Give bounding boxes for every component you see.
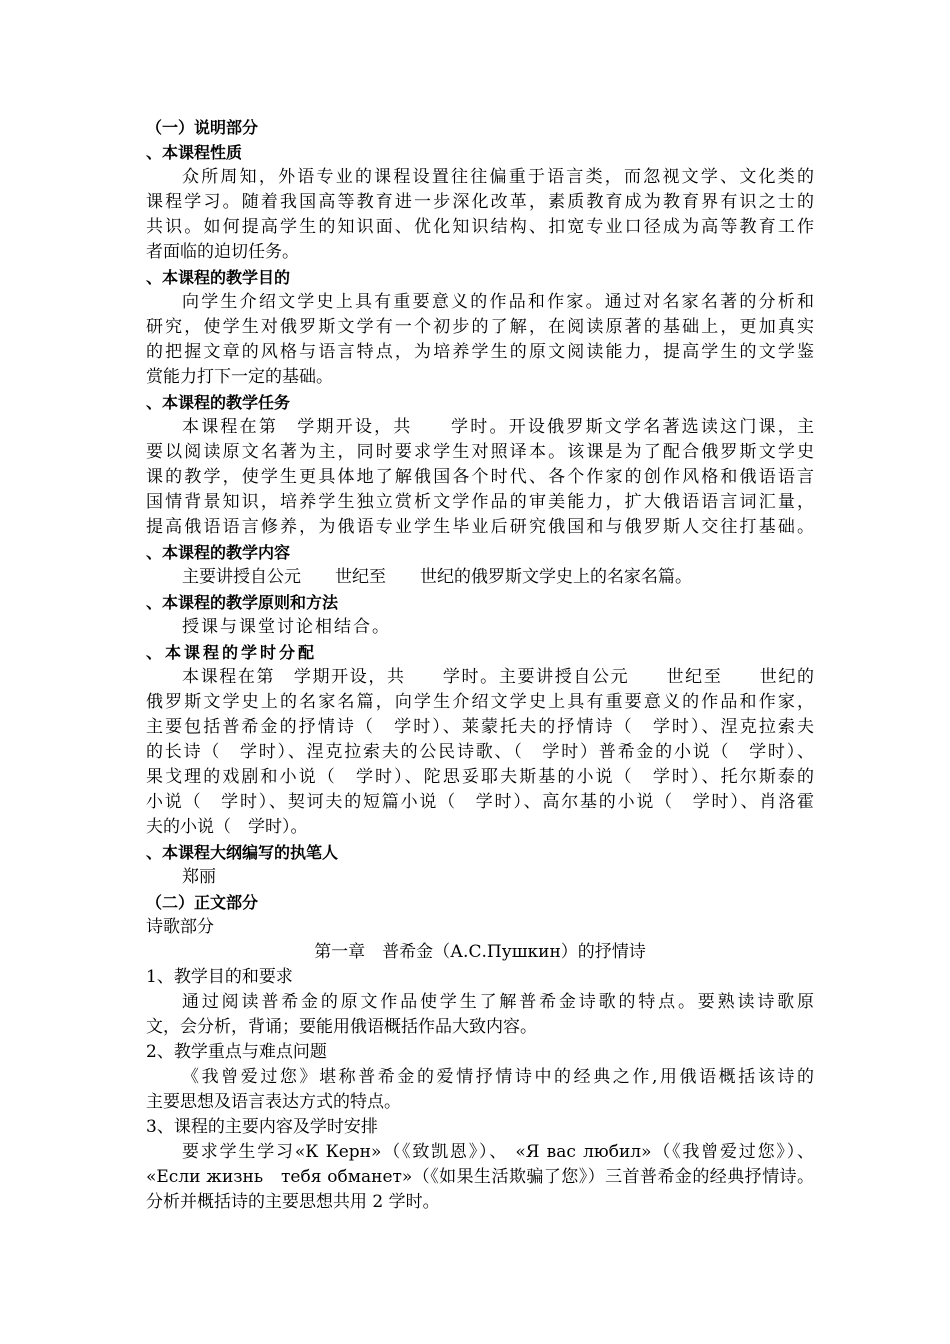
paragraph-line: 《我曾爱过您》堪称普希金的爱情抒情诗中的经典之作,用俄语概括该诗的: [182, 1067, 814, 1087]
paragraph-line: 本课程在第 学期开设，共 学时。开设俄罗斯文学名著选读这门课，主: [182, 417, 814, 437]
paragraph-line: 提高俄语语言修养，为俄语专业学生毕业后研究俄国和与俄罗斯人交往打基础。: [146, 517, 814, 537]
paragraph-line: 课程学习。随着我国高等教育进一步深化改革，素质教育成为教育界有识之士的: [146, 192, 814, 212]
paragraph-line: 主要思想及语言表达方式的特点。: [146, 1092, 401, 1112]
paragraph-line: 要以阅读原文名著为主，同时要求学生对照译本。该课是为了配合俄罗斯文学史: [146, 442, 814, 462]
paragraph-line: 共识。如何提高学生的知识面、优化知识结构、扣宽专业口径成为高等教育工作: [146, 217, 814, 237]
section-title-explanation: （一）说明部分: [146, 118, 259, 137]
paragraph-line: 者面临的迫切任务。: [146, 242, 299, 262]
paragraph-line: 国情背景知识，培养学生独立赏析文学作品的审美能力，扩大俄语语言词汇量，: [146, 492, 814, 512]
paragraph-line: 的把握文章的风格与语言特点，为培养学生的原文阅读能力，提高学生的文学鉴: [146, 342, 814, 362]
heading-teaching-task: 、本课程的教学任务: [146, 393, 291, 412]
subsection-title-key-points: 2、教学重点与难点问题: [146, 1042, 327, 1062]
paragraph-line: 本课程在第 学期开设，共 学时。主要讲授自公元 世纪至 世纪的: [182, 667, 814, 687]
paragraph-line: 主要包括普希金的抒情诗（ 学时）、莱蒙托夫的抒情诗（ 学时）、涅克拉索夫: [146, 717, 814, 737]
paragraph-line: 要求学生学习«К Керн»（《致凯恩》）、 «Я вас любил»（《我曾爱过您》）、: [182, 1142, 814, 1162]
author-name: 郑丽: [182, 867, 216, 887]
paragraph-line: 授课与课堂讨论相结合。: [182, 617, 391, 637]
heading-teaching-principles: 、本课程的教学原则和方法: [146, 593, 339, 612]
paragraph-line: 主要讲授自公元 世纪至 世纪的俄罗斯文学史上的名家名篇。: [182, 567, 692, 587]
paragraph-line: 研究，使学生对俄罗斯文学有一个初步的了解，在阅读原著的基础上，更加真实: [146, 317, 814, 337]
paragraph-line: 通过阅读普希金的原文作品使学生了解普希金诗歌的特点。要熟读诗歌原: [182, 992, 814, 1012]
heading-course-nature: 、本课程性质: [146, 143, 243, 162]
paragraph-line: 果戈理的戏剧和小说（ 学时）、陀思妥耶夫斯基的小说（ 学时）、托尔斯泰的: [146, 767, 814, 787]
heading-teaching-goal: 、本课程的教学目的: [146, 268, 291, 287]
paragraph-line: 的长诗（ 学时）、涅克拉索夫的公民诗歌、（ 学时）普希金的小说（ 学时）、: [146, 742, 814, 762]
section-title-body: （二）正文部分: [146, 893, 259, 912]
subsection-title-goals: 1、教学目的和要求: [146, 967, 293, 987]
heading-teaching-content: 、本课程的教学内容: [146, 543, 291, 562]
chapter-title: 第一章 普希金（А.С.Пушкин）的抒情诗: [314, 942, 646, 962]
paragraph-line: 众所周知，外语专业的课程设置往往偏重于语言类，而忽视文学、文化类的: [182, 167, 814, 187]
paragraph-line: «Если жизнь тебя обманет»（《如果生活欺骗了您》）三首普希金的经典抒情诗。: [146, 1167, 814, 1187]
subsection-title-content-schedule: 3、课程的主要内容及学时安排: [146, 1117, 378, 1137]
paragraph-line: 夫的小说（ 学时）。: [146, 817, 308, 837]
paragraph-line: 课的教学，使学生更具体地了解俄国各个时代、各个作家的创作风格和俄语语言: [146, 467, 814, 487]
heading-author: 、本课程大纲编写的执笔人: [146, 843, 339, 862]
paragraph-line: 分析并概括诗的主要思想共用 2 学时。: [146, 1192, 440, 1212]
paragraph-line: 赏能力打下一定的基础。: [146, 367, 333, 387]
paragraph-line: 文，会分析，背诵；要能用俄语概括作品大致内容。: [146, 1017, 537, 1037]
paragraph-line: 小说（ 学时）、契诃夫的短篇小说（ 学时）、高尔基的小说（ 学时）、肖洛霍: [146, 792, 814, 812]
paragraph-line: 俄罗斯文学史上的名家名篇，向学生介绍文学史上具有重要意义的作品和作家，: [146, 692, 814, 712]
subtitle-poetry: 诗歌部分: [146, 917, 214, 937]
paragraph-line: 向学生介绍文学史上具有重要意义的作品和作家。通过对名家名著的分析和: [182, 292, 814, 312]
heading-hours-allocation: 、本课程的学时分配: [146, 643, 318, 662]
